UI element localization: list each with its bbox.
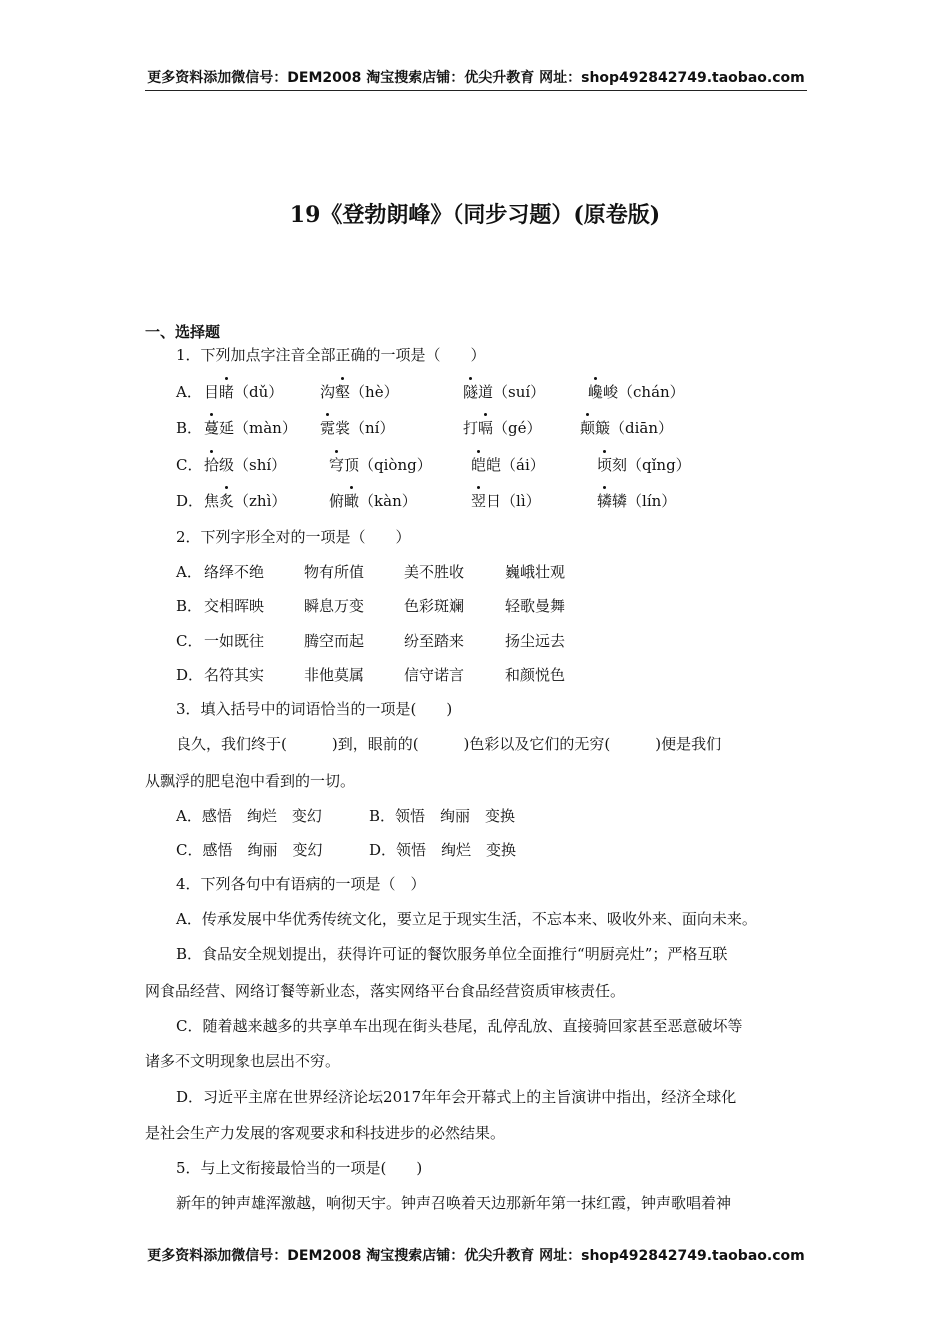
q1-option-b-4: 颠簸（diān） (580, 419, 674, 437)
q1-option-a-4: 巉峻（chán） (588, 383, 685, 401)
q2-option-d-3: 信守诺言 (404, 666, 465, 684)
q1-option-d-4: 辚辚（lín） (597, 492, 677, 510)
q1-option-c-2: 穹顶（qiòng） (329, 456, 432, 474)
q4-option-d-line-2: 是社会生产力发展的客观要求和科技进步的必然结果。 (145, 1124, 506, 1142)
q1-option-c-label: C． (176, 456, 203, 474)
q4-option-b-line-1: B．食品安全规划提出，获得许可证的餐饮服务单位全面推行“明厨亮灶”；严格互联 (176, 945, 728, 963)
q1-option-b-2: 霓裳（ní） (320, 419, 395, 437)
q1-option-b-1: 蔓延（màn） (204, 419, 297, 437)
q2-option-d-label: D． (176, 666, 204, 684)
q2-option-b-label: B． (176, 597, 203, 615)
q1-option-b-3: 打嗝（gé） (463, 419, 542, 437)
q2-option-a-4: 巍峨壮观 (505, 563, 566, 581)
q1-option-d-label: D． (176, 492, 204, 510)
section-heading: 一、选择题 (145, 323, 221, 341)
q1-option-d-2: 俯瞰（kàn） (329, 492, 417, 510)
q4-option-d-line-1: D．习近平主席在世界经济论坛2017年年会开幕式上的主旨演讲中指出，经济全球化 (176, 1088, 737, 1106)
q2-option-d-4: 和颜悦色 (505, 666, 566, 684)
q3-option-c: C．感悟 绚丽 变幻 (176, 841, 323, 859)
q2-option-c-2: 腾空而起 (304, 632, 365, 650)
q1-option-d-1: 焦炙（zhì） (204, 492, 287, 510)
q5-stem: 5．与上文衔接最恰当的一项是( ) (176, 1159, 423, 1177)
q2-option-d-1: 名符其实 (204, 666, 265, 684)
q2-stem: 2．下列字形全对的一项是（ ） (176, 528, 411, 546)
q2-option-c-label: C． (176, 632, 203, 650)
q1-option-a-label: A． (176, 383, 202, 401)
q2-option-a-3: 美不胜收 (404, 563, 465, 581)
q2-option-b-3: 色彩斑斓 (404, 597, 465, 615)
page-title: 19《登勃朗峰》（同步习题）(原卷版) (289, 202, 661, 228)
q2-option-a-2: 物有所值 (304, 563, 365, 581)
q1-option-d-3: 翌日（lì） (471, 492, 541, 510)
page-header: 更多资料添加微信号：DEM2008 淘宝搜索店铺：优尖升教育 网址：shop492842749.taobao.com (145, 66, 807, 91)
q2-option-b-4: 轻歌曼舞 (505, 597, 566, 615)
q4-option-c-line-1: C．随着越来越多的共享单车出现在街头巷尾，乱停乱放、直接骑回家甚至恶意破坏等 (176, 1017, 743, 1035)
page-footer: 更多资料添加微信号：DEM2008 淘宝搜索店铺：优尖升教育 网址：shop492842749.taobao.com (147, 1248, 805, 1264)
q4-option-c-line-2: 诸多不文明现象也层出不穷。 (145, 1052, 341, 1070)
q3-passage-line-2: 从飘浮的肥皂泡中看到的一切。 (145, 772, 356, 790)
q2-option-d-2: 非他莫属 (304, 666, 365, 684)
q1-option-a-2: 沟壑（hè） (320, 383, 399, 401)
q5-passage-line-1: 新年的钟声雄浑激越，响彻天宇。钟声召唤着天边那新年第一抹红霞，钟声歌唱着神 (176, 1194, 732, 1212)
q1-option-c-3: 皑皑（ái） (471, 456, 545, 474)
q3-stem: 3．填入括号中的词语恰当的一项是( ) (176, 700, 453, 718)
q3-option-a: A．感悟 绚烂 变幻 (176, 807, 322, 825)
q2-option-b-1: 交相晖映 (204, 597, 265, 615)
q2-option-c-1: 一如既往 (204, 632, 265, 650)
q4-stem: 4．下列各句中有语病的一项是（ ） (176, 875, 426, 893)
q2-option-b-2: 瞬息万变 (304, 597, 365, 615)
q1-option-c-1: 拾级（shí） (204, 456, 287, 474)
q4-option-a: A．传承发展中华优秀传统文化，要立足于现实生活，不忘本来、吸收外来、面向未来。 (176, 910, 757, 928)
q2-option-c-4: 扬尘远去 (505, 632, 566, 650)
q1-option-c-4: 顷刻（qǐng） (597, 456, 691, 474)
q1-option-a-1: 目睹（dǔ） (204, 383, 284, 401)
q3-option-b: B．领悟 绚丽 变换 (369, 807, 516, 825)
q2-option-c-3: 纷至踏来 (404, 632, 465, 650)
q1-option-b-label: B． (176, 419, 203, 437)
q3-option-d: D．领悟 绚烂 变换 (369, 841, 517, 859)
q2-option-a-label: A． (176, 563, 202, 581)
q4-option-b-line-2: 网食品经营、网络订餐等新业态，落实网络平台食品经营资质审核责任。 (145, 982, 626, 1000)
q1-option-a-3: 隧道（suí） (463, 383, 546, 401)
q1-stem: 1．下列加点字注音全部正确的一项是（ ） (176, 346, 486, 364)
q3-passage-line-1: 良久，我们终于( )到，眼前的( )色彩以及它们的无穷( )便是我们 (176, 735, 722, 753)
q2-option-a-1: 络绎不绝 (204, 563, 265, 581)
